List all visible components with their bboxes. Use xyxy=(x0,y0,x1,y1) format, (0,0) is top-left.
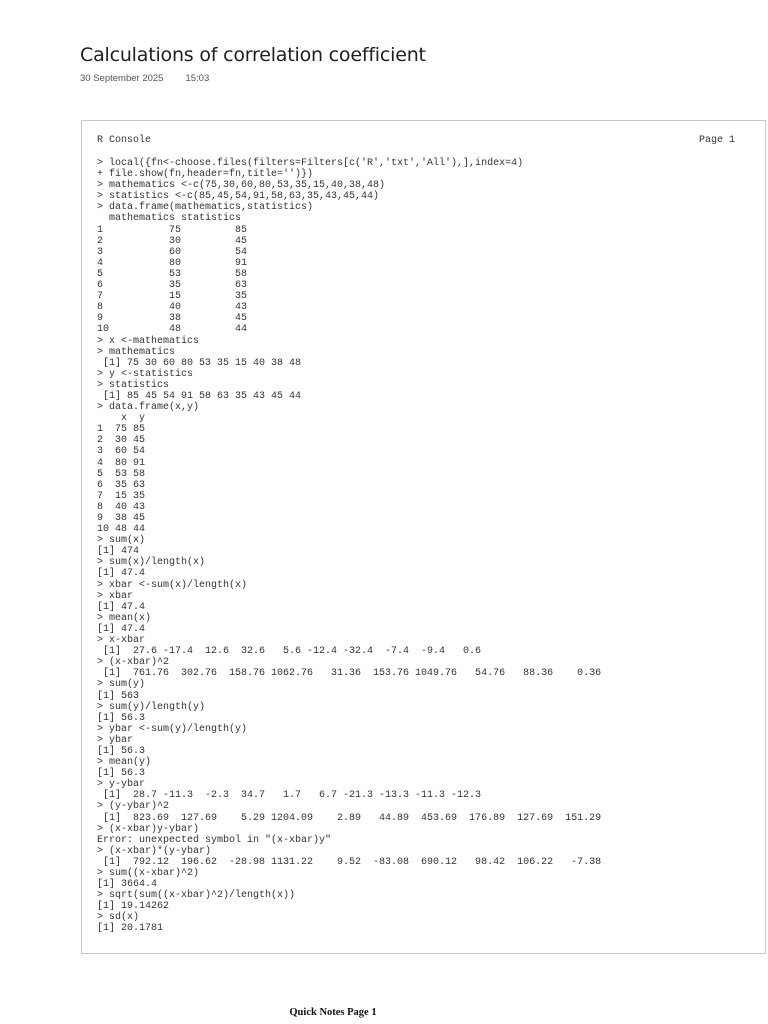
console-line: 2 30 45 xyxy=(97,235,248,247)
console-line: 9 38 45 xyxy=(97,313,248,325)
console-line: 2 30 45 xyxy=(97,435,146,447)
console-line: 10 48 44 xyxy=(97,324,248,336)
console-line: > (x-xbar)*(y-ybar) xyxy=(97,845,212,857)
console-line: > xbar xyxy=(97,590,134,602)
console-line: > y-ybar xyxy=(97,779,146,791)
console-line: > (x-xbar)y-ybar) xyxy=(97,823,200,835)
console-line: [1] 47.4 xyxy=(97,601,146,613)
console-line: [1] 56.3 xyxy=(97,768,146,780)
console-line: 5 53 58 xyxy=(97,268,248,280)
console-line: > mean(x) xyxy=(97,612,152,624)
console-line: [1] 56.3 xyxy=(97,712,146,724)
console-line: x y xyxy=(97,413,146,425)
console-line: 9 38 45 xyxy=(97,513,146,524)
console-line: > sum(y) xyxy=(97,679,146,691)
console-line: 3 60 54 xyxy=(97,246,248,258)
console-line: > (y-ybar)^2 xyxy=(97,801,170,813)
console-line: > sum(y)/length(y) xyxy=(97,701,206,713)
console-line: > x <-mathematics xyxy=(97,335,200,347)
console-line: > statistics <-c(85,45,54,91,58,63,35,43,45,44) xyxy=(97,191,380,203)
console-line: 3 60 54 xyxy=(97,446,146,458)
console-header: R Console xyxy=(97,135,152,146)
console-line: [1] 56.3 xyxy=(97,745,146,757)
console-line: 1 75 85 xyxy=(97,424,146,436)
console-line: > sum(x) xyxy=(97,535,146,547)
console-line: 1 75 85 xyxy=(97,224,248,236)
console-line: > data.frame(x,y) xyxy=(97,402,200,414)
console-line: 6 35 63 xyxy=(97,280,248,292)
console-line: > (x-xbar)^2 xyxy=(97,657,170,669)
page-footer: Quick Notes Page 1 xyxy=(289,1007,377,1018)
console-line: [1] 563 xyxy=(97,690,140,702)
console-line: [1] 761.76 302.76 158.76 1062.76 31.36 153.76 1049.76 54.76 88.36 0.36 xyxy=(97,668,602,680)
console-line: [1] 19.14262 xyxy=(97,901,170,913)
console-line: [1] 27.6 -17.4 12.6 32.6 5.6 -12.4 -32.4 -7.4 -9.4 0.6 xyxy=(97,646,482,658)
console-line: 4 80 91 xyxy=(97,457,146,469)
console-line: 8 40 43 xyxy=(97,302,248,314)
console-line: [1] 75 30 60 80 53 35 15 40 38 48 xyxy=(97,357,302,369)
console-line: > mathematics xyxy=(97,346,176,358)
console-line: 6 35 63 xyxy=(97,479,146,491)
console-line: 7 15 35 xyxy=(97,490,146,502)
console-line: 5 53 58 xyxy=(97,468,146,480)
console-line: mathematics statistics xyxy=(97,213,242,225)
console-line: > ybar xyxy=(97,734,134,746)
console-line: > data.frame(mathematics,statistics) xyxy=(97,202,314,214)
console-line: [1] 792.12 196.62 -28.98 1131.22 9.52 -83.08 690.12 98.42 106.22 -7.38 xyxy=(97,856,602,868)
console-line: 8 40 43 xyxy=(97,501,146,513)
console-line: > y <-statistics xyxy=(97,368,194,380)
console-line: [1] 47.4 xyxy=(97,623,146,635)
console-line: [1] 3664.4 xyxy=(97,879,158,891)
console-line: + file.show(fn,header=fn,title='')}) xyxy=(97,169,314,181)
console-line: [1] 47.4 xyxy=(97,568,146,580)
console-line: 7 15 35 xyxy=(97,291,248,303)
page-title: Calculations of correlation coefficient xyxy=(80,44,426,66)
console-line: Error: unexpected symbol in "(x-xbar)y" xyxy=(97,834,332,846)
console-line: [1] 474 xyxy=(97,546,140,558)
console-line: > sd(x) xyxy=(97,912,140,924)
console-page-label: Page 1 xyxy=(698,135,735,146)
console-line: > x-xbar xyxy=(97,635,146,647)
console-line: > mathematics <-c(75,30,60,80,53,35,15,40,38,48) xyxy=(97,180,386,192)
console-line: > sum((x-xbar)^2) xyxy=(97,868,200,879)
console-line: > sum(x)/length(x) xyxy=(97,557,206,569)
console-line: > mean(y) xyxy=(97,757,152,769)
console-line: 10 48 44 xyxy=(97,524,146,536)
console-line: [1] 28.7 -11.3 -2.3 34.7 1.7 6.7 -21.3 -13.3 -11.3 -12.3 xyxy=(97,790,482,802)
note-date: 30 September 2025 xyxy=(80,73,164,84)
console-line: [1] 85 45 54 91 58 63 35 43 45 44 xyxy=(97,390,302,402)
console-line: > statistics xyxy=(97,379,170,391)
console-line: > sqrt(sum((x-xbar)^2)/length(x)) xyxy=(97,890,296,902)
console-printout xyxy=(81,120,766,954)
note-time: 15:03 xyxy=(185,73,210,84)
console-line: [1] 823.69 127.69 5.29 1204.09 2.89 44.89 453.69 176.89 127.69 151.29 xyxy=(97,812,602,824)
console-line: [1] 20.1781 xyxy=(97,923,164,935)
console-output xyxy=(97,158,601,935)
console-line: > xbar <-sum(x)/length(x) xyxy=(97,579,248,591)
note-timestamp xyxy=(80,73,209,84)
console-line: > ybar <-sum(y)/length(y) xyxy=(97,723,248,735)
console-line: > local({fn<-choose.files(filters=Filters[c('R','txt','All'),],index=4) xyxy=(97,158,524,169)
console-line: 4 80 91 xyxy=(97,257,248,269)
